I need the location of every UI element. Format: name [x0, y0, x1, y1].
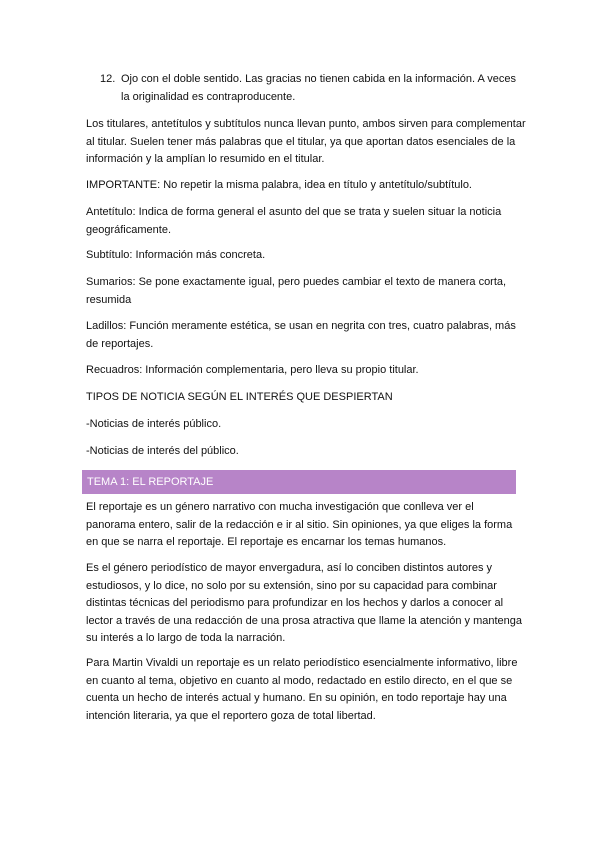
paragraph-reportaje-definicion: El reportaje es un género narrativo con mucha investigación que conlleva ver el panorama entero, salir de la redacción e ir al sitio. Sin opiniones, ya que eliges la forma en que se narra el reportaje. El reportaje es encarnar los temas humanos.: [86, 501, 513, 548]
paragraph-interes-publico: -Noticias de interés público.: [86, 418, 222, 430]
paragraph-martin-vivaldi: Para Martin Vivaldi un reportaje es un relato periodístico esencialmente informativo, libre en cuanto al tema, objetivo en cuanto al modo, redactado en estilo directo, en el que se cuenta un hecho de interés actual y humano. En su opinión, en todo reportaje hay una intención literaria, ya que el reportero goza de total libertad.: [86, 657, 518, 722]
paragraph-interes-del-publico: -Noticias de interés del público.: [86, 445, 239, 457]
section-heading: TEMA 1: EL REPORTAJE: [87, 476, 214, 488]
numbered-list-item: [100, 71, 520, 106]
section-heading-banner: [82, 470, 516, 494]
list-number: 12.: [100, 73, 116, 85]
list-item-text: Ojo con el doble sentido. Las gracias no tienen cabida en la información. A veces la originalidad es contraproducente.: [121, 73, 517, 103]
paragraph-genero-envergadura: Es el género periodístico de mayor envergadura, así lo conciben distintos autores y estudiosos, y lo dice, no solo por su extensión, sino por su capacidad para combinar distintas técnicas del periodismo para profundizar en los hechos y darlos a conocer al lector a través de una redacción de una prosa atractiva que llame la atención y mantenga su interés a lo largo de toda la narración.: [86, 562, 522, 644]
paragraph-recuadros: Recuadros: Información complementaria, pero lleva su propio titular.: [86, 364, 419, 376]
paragraph-antetitulo: Antetítulo: Indica de forma general el asunto del que se trata y suelen situar la noticia geográficamente.: [86, 206, 502, 236]
paragraph-subtitulo: Subtítulo: Información más concreta.: [86, 249, 266, 261]
paragraph-tipos-heading: TIPOS DE NOTICIA SEGÚN EL INTERÉS QUE DESPIERTAN: [86, 391, 393, 403]
paragraph-sumarios: Sumarios: Se pone exactamente igual, pero puedes cambiar el texto de manera corta, resumida: [86, 276, 507, 306]
paragraph-ladillos: Ladillos: Función meramente estética, se usan en negrita con tres, cuatro palabras, más de reportajes.: [86, 320, 516, 350]
paragraph-importante: IMPORTANTE: No repetir la misma palabra, idea en título y antetítulo/subtítulo.: [86, 179, 472, 191]
paragraph-titulares: Los titulares, antetítulos y subtítulos nunca llevan punto, ambos sirven para complementar al titular. Suelen tener más palabras que el titular, ya que aportan datos esenciales de la información y la amplían lo resumido en el titular.: [86, 118, 526, 165]
